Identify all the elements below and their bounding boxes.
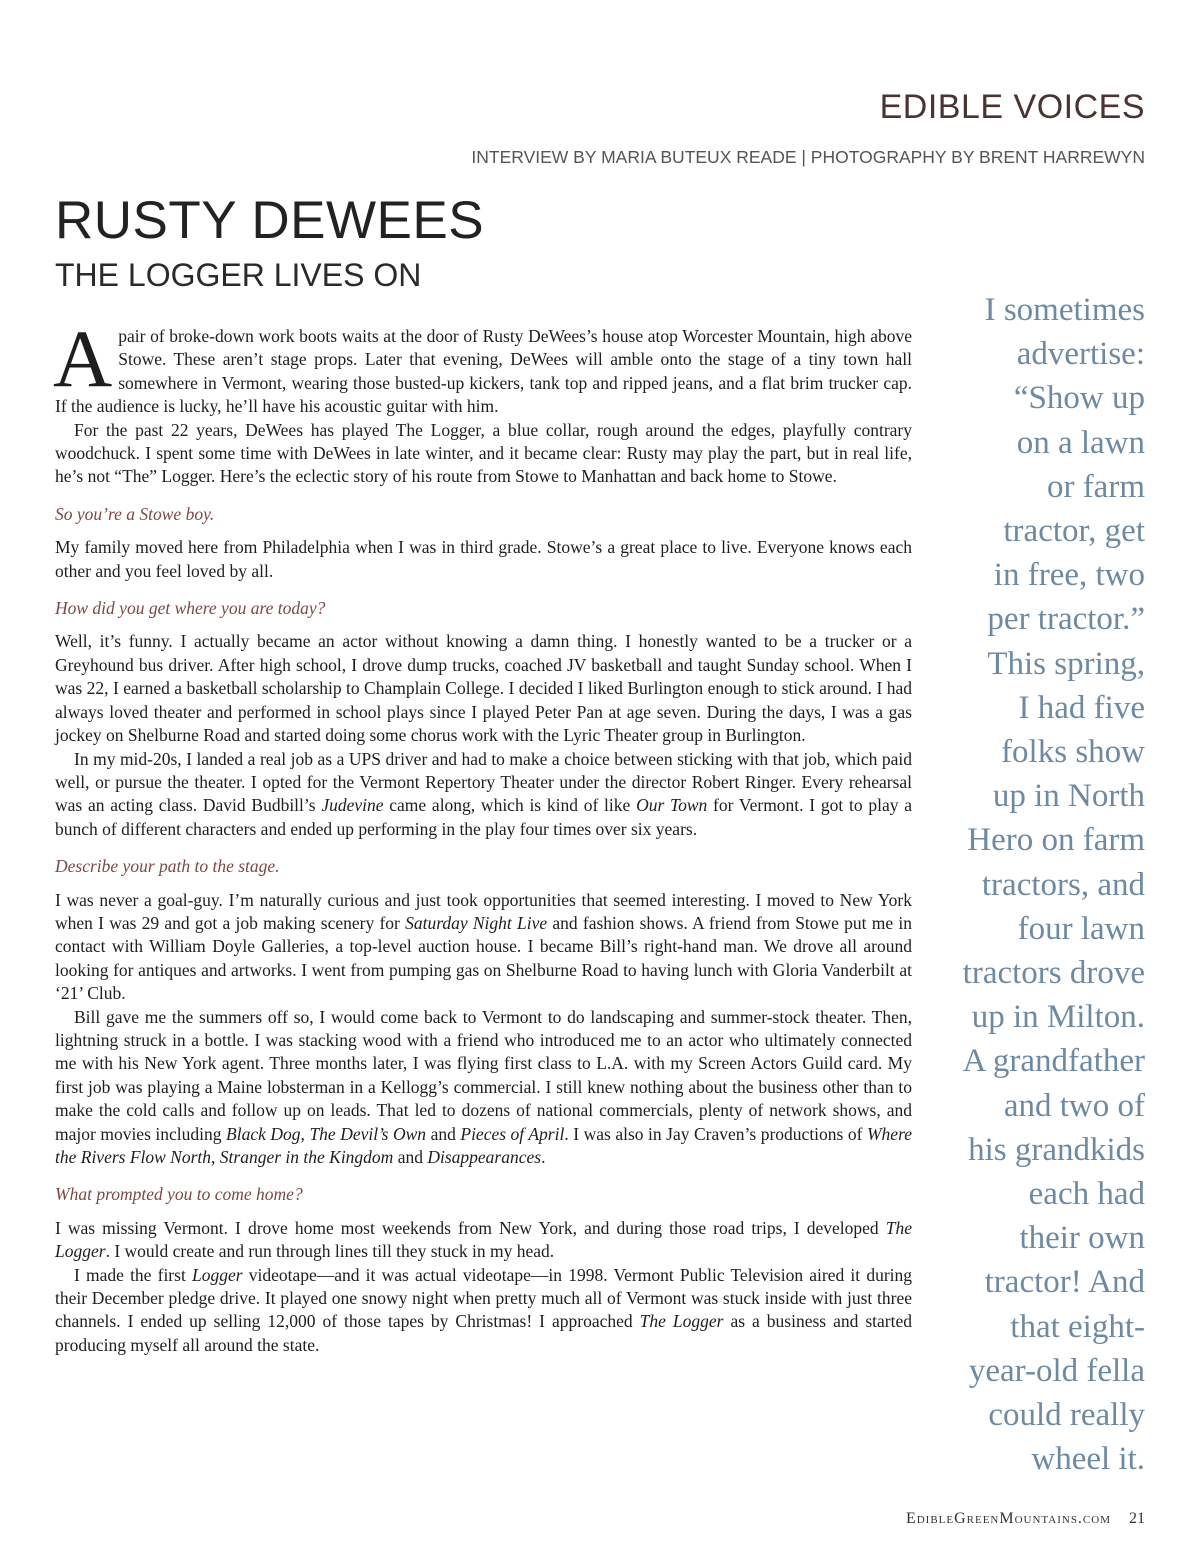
title-judevine: Judevine [321, 795, 384, 816]
article-body [53, 313, 913, 1357]
title-devils-own: The Devil’s Own [309, 1123, 427, 1144]
pull-quote-line: folks show [1001, 734, 1145, 771]
title-pieces-of-april: Pieces of April [460, 1123, 565, 1144]
pull-quote-line: up in North [992, 778, 1145, 815]
pull-quote-line: wheel it. [1031, 1441, 1145, 1478]
article-title: RUSTY DEWEES [55, 191, 485, 250]
pull-quote-line: up in Milton. [971, 999, 1145, 1036]
title-the-logger: The Logger [639, 1311, 724, 1332]
section-label: EDIBLE VOICES [879, 88, 1145, 126]
pull-quote-line: or farm [1046, 468, 1145, 505]
article-subtitle: THE LOGGER LIVES ON [55, 257, 422, 293]
pull-quote-line: per tractor.” [987, 601, 1145, 638]
pull-quote-line: and two of [1003, 1087, 1145, 1124]
pull-quote-line: that eight- [1010, 1308, 1145, 1345]
drop-cap: A [53, 313, 113, 404]
interview-answer: Well, it’s funny. I actually became an actor without knowing a damn thing. I honestly wanted to be a trucker or a Greyhound bus driver. After high school, I drove dump trucks, coached JV basketball and taught Sunday school. When I was 22, I earned a basketball scholarship to Champlain College. I decided I liked Burlington enough to stick around. I had always loved theater and performed in school plays since I played Peter Pan at age seven. During the days, I was a gas jockey on Shelburne Road and started doing some chorus work with the Lyric Theater group in Burlington. [55, 631, 912, 746]
interview-answer: My family moved here from Philadelphia when I was in third grade. Stowe’s a great place to live. Everyone knows each other and you feel loved by all. [55, 537, 912, 581]
pull-quote-line: year-old fella [968, 1352, 1145, 1389]
title-black-dog: Black Dog [226, 1123, 301, 1144]
interview-question: What prompted you to come home? [55, 1184, 303, 1205]
title-rivers: Where the Rivers Flow North [55, 1123, 912, 1167]
interview-question: How did you get where you are today? [55, 598, 326, 619]
pull-quote-line: This spring, [987, 645, 1145, 682]
intro-paragraph-2: For the past 22 years, DeWees has played The Logger, a blue collar, rough around the edges, playfully contrary woodchuck. I spent some time with DeWees in late winter, and it became clear: Rusty may play the part, but in real life, he’s not “The” Logger. Here’s the eclectic story of his route from Stowe to Manhattan and back home to Stowe. [55, 419, 912, 487]
pull-quote-line: each had [1028, 1176, 1145, 1213]
pull-quote-line: tractors drove [962, 955, 1145, 992]
pull-quote-line: on a lawn [1016, 424, 1145, 461]
pull-quote [920, 288, 1145, 1481]
title-the-logger: The Logger [55, 1217, 912, 1262]
pull-quote-line: A grandfather [962, 1043, 1145, 1080]
pull-quote-line: I had five [1018, 689, 1145, 726]
pull-quote-line: could really [988, 1397, 1145, 1434]
interview-answer: I made the first Logger videotape—and it was actual videotape—in 1998. Vermont Public Television aired it during their December pledge drive. It played one snowy night when pretty much all of Vermont was stuck inside with just three channels. I ended up selling 12,000 of those tapes by Christmas! I approached The Logger as a business and started producing myself all around the state. [55, 1264, 913, 1355]
pull-quote-line: advertise: [1016, 336, 1145, 373]
interview-answer: I was never a goal-guy. I’m naturally curious and just took opportunities that seemed interesting. I moved to New York when I was 29 and got a job making scenery for Saturday Night Live and fashion shows. A friend from Stowe put me in contact with William Doyle Galleries, a top-level auction house. I became Bill’s right-hand man. We drove all around looking for antiques and artworks. I went from pumping gas on Shelburne Road to having lunch with Gloria Vanderbilt at ‘21’ Club. [55, 889, 912, 1004]
title-stranger: Stranger in the Kingdom [219, 1147, 394, 1167]
interview-answer: In my mid-20s, I landed a real job as a UPS driver and had to make a choice between sticking with that job, which paid well, or pursue the theater. I opted for the Vermont Repertory Theater under the director Robert Ringer. Every rehearsal was an acting class. David Budbill’s Judevine came along, which is kind of like Our Town for Vermont. I got to play a bunch of different characters and ended up performing in the play four times over six years. [55, 748, 912, 839]
pull-quote-line: Hero on farm [967, 822, 1145, 859]
pull-quote-line: tractor! And [984, 1264, 1145, 1301]
page-footer [906, 1510, 1145, 1528]
pull-quote-line: tractors, and [981, 866, 1145, 903]
pull-quote-line: I sometimes [984, 292, 1145, 328]
pull-quote-line: tractor, get [1003, 513, 1145, 550]
interview-answer: I was missing Vermont. I drove home most weekends from New York, and during those road trips, I developed The Logger. I would create and run through lines till they stuck in my head. [55, 1217, 912, 1262]
title-our-town: Our Town [636, 795, 708, 816]
byline-credits: INTERVIEW BY MARIA BUTEUX READE | PHOTOGRAPHY BY BRENT HARREWYN [471, 147, 1145, 167]
intro-text: pair of broke-down work boots waits at the door of Rusty DeWees’s house atop Worcester Mountain, high above Stowe. These aren’t stage props. Later that evening, DeWees will amble onto the stage of a tiny town hall somewhere in Vermont, wearing those busted-up kickers, tank top and ripped jeans, and a flat brim trucker cap. If the audience is lucky, he’ll have his acoustic guitar with him. [55, 326, 912, 417]
intro-paragraph [53, 313, 912, 419]
title-disappearances: Disappearances [427, 1147, 542, 1167]
pull-quote-line: their own [1019, 1220, 1145, 1257]
interview-answer: Bill gave me the summers off so, I would come back to Vermont to do landscaping and summer-stock theater. Then, lightning struck in a bottle. I was stacking wood with a friend who introduced me to an actor who ultimately connected me with his New York agent. Three months later, I was flying first class to L.A. with my Screen Actors Guild card. My first job was playing a Maine lobsterman in a Kellogg’s commercial. I still knew nothing about the business other than to make the cold calls and follow up on leads. That led to dozens of national commercials, plenty of network shows, and major movies including Black Dog, The Devil’s Own and Pieces of April. I was also in Jay Craven’s productions of Where the Rivers Flow North, Stranger in the Kingdom and Disappearances. [55, 1006, 912, 1167]
pull-quote-line: four lawn [1017, 910, 1145, 947]
footer-website: EdibleGreenMountains.com [905, 1510, 1111, 1527]
interview-question: Describe your path to the stage. [55, 856, 280, 877]
interview-question: So you’re a Stowe boy. [55, 503, 215, 524]
pull-quote-line: in free, two [993, 557, 1145, 594]
title-snl: Saturday Night Live [405, 912, 548, 933]
title-logger: Logger [191, 1264, 243, 1285]
page-number: 21 [1129, 1510, 1145, 1527]
pull-quote-line: his grandkids [968, 1131, 1145, 1168]
pull-quote-line: “Show up [1013, 380, 1145, 417]
